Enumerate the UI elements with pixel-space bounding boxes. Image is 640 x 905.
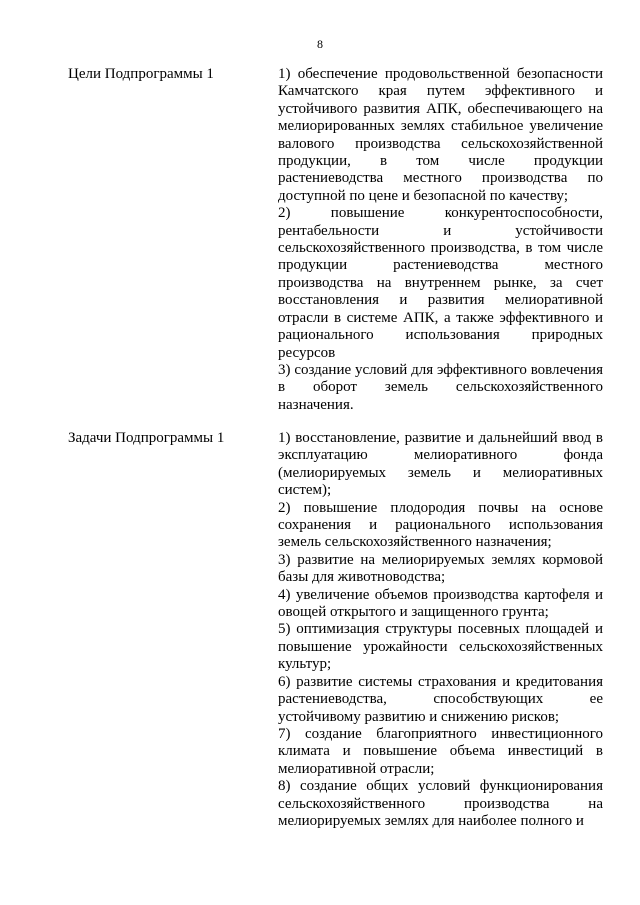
- goals-list: [278, 66, 603, 414]
- task-item-7: 7) создание благоприятного инвестиционного климата и повышение объема инвестиций в мелиоративной отрасли;: [278, 725, 603, 777]
- goal-item-2: 2) повышение конкурентоспособности, рентабельности и устойчивости сельскохозяйственного производства, в том числе продукции растениеводства местного производства на внутреннем рынке, за счет восстановления и развития мелиоративной отрасли в системе АПК, а также эффективного и рационального использования природных ресурсов: [278, 205, 603, 361]
- task-item-1: 1) восстановление, развитие и дальнейший ввод в эксплуатацию мелиоративного фонда (мелиорируемых земель и мелиоративных систем);: [278, 430, 603, 499]
- task-item-2: 2) повышение плодородия почвы на основе сохранения и рационального использования земель сельскохозяйственного назначения;: [278, 499, 603, 551]
- goal-item-3: 3) создание условий для эффективного вовлечения в оборот земель сельскохозяйственного назначения.: [278, 361, 603, 413]
- tasks-label: Задачи Подпрограммы 1: [68, 430, 225, 446]
- task-item-4: 4) увеличение объемов производства картофеля и овощей открытого и защищенного грунта;: [278, 586, 603, 621]
- goal-item-1: 1) обеспечение продовольственной безопасности Камчатского края путем эффективного и устойчивого развития АПК, обеспечивающего на мелиорированных землях стабильное увеличение валового производства сельскохозяйственной продукции, в том числе продукции растениеводства местного производства по доступной по цене и безопасной по качеству;: [278, 66, 603, 204]
- task-item-8: 8) создание общих условий функционирования сельскохозяйственного производства на мелиорируемых землях для наиболее полного и: [278, 778, 603, 829]
- page-number: 8: [317, 37, 323, 51]
- task-item-6: 6) развитие системы страхования и кредитования растениеводства, способствующих ее устойчивому развитию и снижению рисков;: [278, 673, 603, 725]
- goals-label: Цели Подпрограммы 1: [68, 66, 214, 82]
- tasks-list: [278, 430, 603, 830]
- task-item-3: 3) развитие на мелиорируемых землях кормовой базы для животноводства;: [278, 551, 603, 586]
- task-item-5: 5) оптимизация структуры посевных площадей и повышение урожайности сельскохозяйственных культур;: [278, 621, 603, 673]
